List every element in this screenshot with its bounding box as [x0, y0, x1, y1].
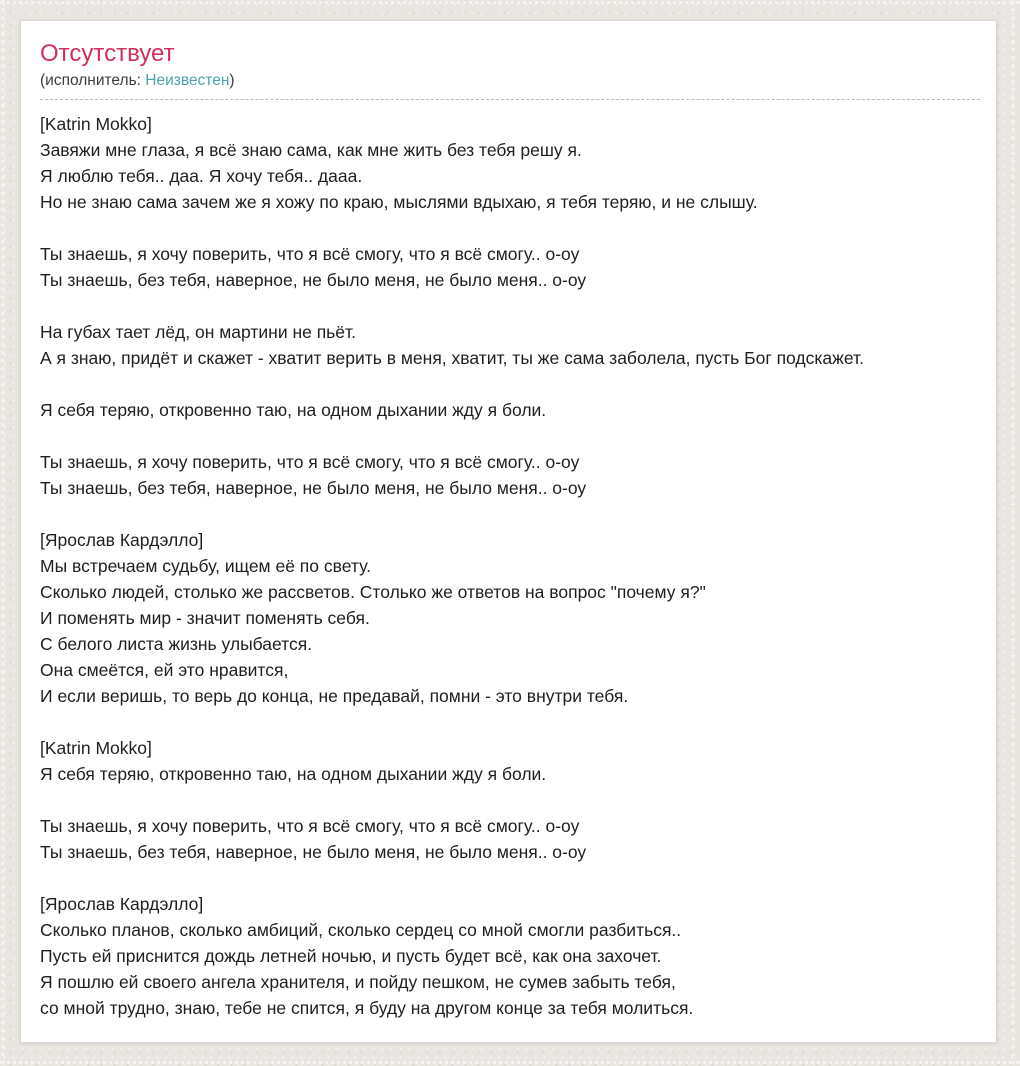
lyrics-line: А я знаю, придёт и скажет - хватит верить в меня, хватит, ты же сама заболела, пусть Бог подскажет. [40, 348, 864, 368]
artist-link[interactable]: Неизвестен [145, 72, 230, 89]
lyrics-line [40, 371, 996, 397]
lyrics-line: Ты знаешь, без тебя, наверное, не было меня, не было меня.. о-оу [40, 478, 587, 498]
lyrics-line: Сколько планов, сколько амбиций, сколько сердец со мной смогли разбиться.. [40, 920, 682, 940]
lyrics-line [40, 501, 996, 527]
lyrics-line: со мной трудно, знаю, тебе не спится, я буду на другом конце за тебя молиться. [40, 998, 694, 1018]
artist-label-suffix: ) [229, 72, 235, 89]
artist-line [40, 71, 980, 91]
lyrics-line: [Ярослав Кардэлло] [40, 530, 204, 550]
lyrics-line: [Ярослав Кардэлло] [40, 894, 204, 914]
lyrics-line: Ты знаешь, я хочу поверить, что я всё смогу, что я всё смогу.. о-оу [40, 816, 580, 836]
background-stitch-bottom [0, 1061, 1020, 1064]
lyrics-line: [Katrin Mokko] [40, 738, 152, 758]
lyrics-line: С белого листа жизнь улыбается. [40, 634, 313, 654]
page-title: Отсутствует [40, 40, 175, 67]
lyrics-line: Я себя теряю, откровенно таю, на одном дыхании жду я боли. [40, 764, 547, 784]
background-stitch-right [1011, 0, 1015, 1066]
lyrics-line: И поменять мир - значит поменять себя. [40, 608, 370, 628]
lyrics-line: Ты знаешь, я хочу поверить, что я всё смогу, что я всё смогу.. о-оу [40, 452, 580, 472]
lyrics-line: Я пошлю ей своего ангела хранителя, и пойду пешком, не сумев забыть тебя, [40, 972, 676, 992]
background-stitch-left [1, 0, 5, 1066]
lyrics-line: Мы встречаем судьбу, ищем её по свету. [40, 556, 371, 576]
lyrics-line [40, 293, 996, 319]
lyrics-line [40, 215, 996, 241]
lyrics-line: [Katrin Mokko] [40, 114, 152, 134]
lyrics-line: Ты знаешь, я хочу поверить, что я всё смогу, что я всё смогу.. о-оу [40, 244, 580, 264]
lyrics-line: Ты знаешь, без тебя, наверное, не было меня, не было меня.. о-оу [40, 270, 587, 290]
lyrics-line [40, 787, 996, 813]
lyrics-line: На губах тает лёд, он мартини не пьёт. [40, 322, 356, 342]
lyrics-line: Я себя теряю, откровенно таю, на одном дыхании жду я боли. [40, 400, 547, 420]
lyrics-line: Ты знаешь, без тебя, наверное, не было меня, не было меня.. о-оу [40, 842, 587, 862]
lyrics-line: Пусть ей приснится дождь летней ночью, и пусть будет всё, как она захочет. [40, 946, 662, 966]
artist-label: (исполнитель: [40, 72, 141, 89]
lyrics-line: Она смеётся, ей это нравится, [40, 660, 289, 680]
lyrics-line: Я люблю тебя.. даа. Я хочу тебя.. дааа. [40, 166, 363, 186]
lyrics-block [40, 111, 996, 1021]
lyrics-line: Сколько людей, столько же рассветов. Столько же ответов на вопрос "почему я?" [40, 582, 706, 602]
lyrics-card [20, 20, 997, 1043]
song-header [40, 21, 980, 100]
lyrics-line [40, 709, 996, 735]
lyrics-line: И если веришь, то верь до конца, не предавай, помни - это внутри тебя. [40, 686, 629, 706]
lyrics-line: Но не знаю сама зачем же я хожу по краю, мыслями вдыхаю, я тебя теряю, и не слышу. [40, 192, 758, 212]
lyrics-line [40, 423, 996, 449]
lyrics-line [40, 865, 996, 891]
background-stitch-top [0, 1, 1020, 4]
lyrics-line: Завяжи мне глаза, я всё знаю сама, как мне жить без тебя решу я. [40, 140, 582, 160]
